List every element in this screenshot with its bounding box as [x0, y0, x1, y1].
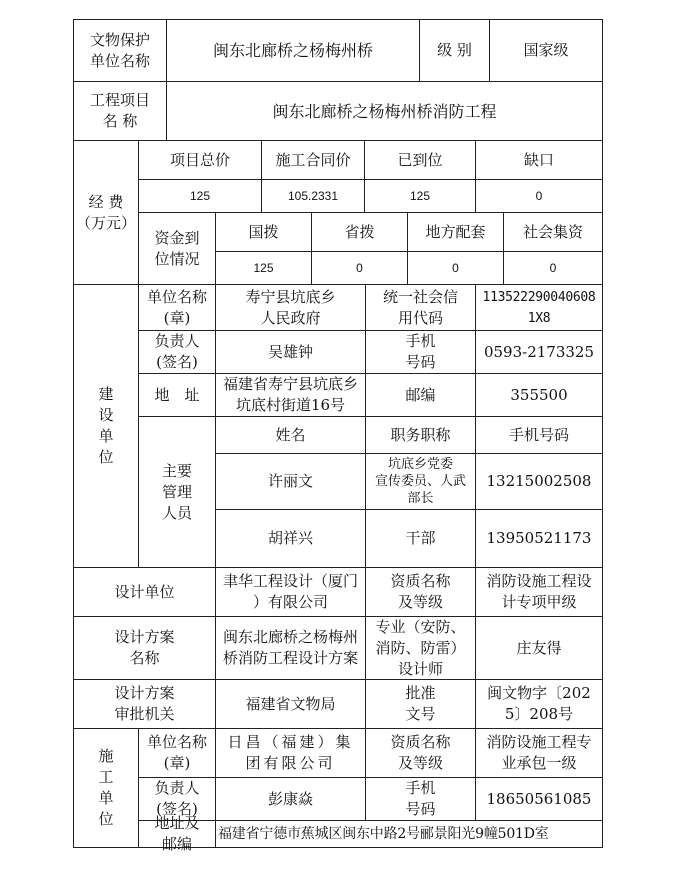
builder-address-label: 地 址 — [138, 373, 216, 417]
level-label: 级 别 — [419, 19, 490, 82]
manager-phone: 13950521173 — [475, 509, 603, 568]
construction-qual-value: 消防设施工程专 业承包一级 — [475, 728, 603, 778]
construction-head-label: 负责人 (签名) — [138, 777, 216, 821]
contract-price-header: 施工合同价 — [261, 140, 365, 180]
builder-address: 福建省寿宁县坑底乡 坑底村街道16号 — [215, 373, 366, 417]
design-unit-name: 聿华工程设计（厦门 ）有限公司 — [215, 567, 366, 617]
funding-label: 经 费 （万元） — [73, 140, 139, 285]
design-scheme-label: 设计方案 名称 — [73, 616, 216, 680]
builder-head-label: 负责人 (签名) — [138, 330, 216, 374]
project-info-form — [73, 19, 603, 853]
builder-postcode: 355500 — [475, 373, 603, 417]
managers-title-header: 职务职称 — [365, 416, 476, 454]
credit-code-label: 统一社会信 用代码 — [365, 284, 476, 331]
social-value: 0 — [503, 251, 603, 285]
shortfall-header: 缺口 — [475, 140, 603, 180]
project-name: 闽东北廊桥之杨梅州桥消防工程 — [166, 81, 603, 141]
local-header: 地方配套 — [407, 212, 504, 252]
approval-org: 福建省文物局 — [215, 679, 366, 729]
design-scheme-name: 闽东北廊桥之杨梅州 桥消防工程设计方案 — [215, 616, 366, 680]
construction-unit-name-label: 单位名称 (章) — [138, 728, 216, 778]
managers-label: 主要 管理 人员 — [138, 416, 216, 568]
builder-unit-name: 寿宁县坑底乡 人民政府 — [215, 284, 366, 331]
construction-phone: 18650561085 — [475, 777, 603, 821]
national-header: 国拨 — [215, 212, 312, 252]
design-qual-value: 消防设施工程设 计专项甲级 — [475, 567, 603, 617]
manager-name: 胡祥兴 — [215, 509, 366, 568]
local-value: 0 — [407, 251, 504, 285]
approval-doc-label: 批准 文号 — [365, 679, 476, 729]
construction-head-name: 彭康焱 — [215, 777, 366, 821]
manager-phone: 13215002508 — [475, 453, 603, 510]
construction-address-label: 地址及 邮编 — [138, 820, 216, 848]
design-unit-label: 设计单位 — [73, 567, 216, 617]
provincial-value: 0 — [311, 251, 408, 285]
builder-phone-label: 手机 号码 — [365, 330, 476, 374]
approval-doc-no: 闽文物字〔202 5〕208号 — [475, 679, 603, 729]
builder-head-name: 吴雄钟 — [215, 330, 366, 374]
provincial-header: 省拨 — [311, 212, 408, 252]
protected-unit-name: 闽东北廊桥之杨梅州桥 — [166, 19, 420, 82]
design-qual-label: 资质名称 及等级 — [365, 567, 476, 617]
received-header: 已到位 — [364, 140, 476, 180]
designer-name: 庄友得 — [475, 616, 603, 680]
national-value: 125 — [215, 251, 312, 285]
construction-phone-label: 手机 号码 — [365, 777, 476, 821]
builder-postcode-label: 邮编 — [365, 373, 476, 417]
social-header: 社会集资 — [503, 212, 603, 252]
construction-address: 福建省宁德市蕉城区闽东中路2号郦景阳光9幢501D室 — [215, 820, 603, 848]
credit-code: 113522290040608 1X8 — [475, 284, 603, 331]
designer-label: 专业（安防、 消防、防雷） 设计师 — [365, 616, 476, 680]
construction-qual-label: 资质名称 及等级 — [365, 728, 476, 778]
manager-title: 干部 — [365, 509, 476, 568]
managers-phone-header: 手机号码 — [475, 416, 603, 454]
approval-org-label: 设计方案 审批机关 — [73, 679, 216, 729]
shortfall-value: 0 — [475, 179, 603, 213]
builder-phone: 0593-2173325 — [475, 330, 603, 374]
manager-name: 许丽文 — [215, 453, 366, 510]
total-price-value: 125 — [138, 179, 262, 213]
protected-unit-label: 文物保护 单位名称 — [73, 19, 167, 82]
builder-unit-name-label: 单位名称 (章) — [138, 284, 216, 331]
total-price-header: 项目总价 — [138, 140, 262, 180]
project-name-label: 工程项目 名 称 — [73, 81, 167, 141]
managers-name-header: 姓名 — [215, 416, 366, 454]
manager-title: 坑底乡党委 宣传委员、人武 部长 — [365, 453, 476, 510]
received-value: 125 — [364, 179, 476, 213]
level-value: 国家级 — [489, 19, 603, 82]
construction-label: 施 工 单 位 — [73, 728, 139, 848]
contract-price-value: 105.2331 — [261, 179, 365, 213]
allocation-label: 资金到 位情况 — [138, 212, 216, 285]
construction-unit-name: 日昌（福建）集 团有限公司 — [215, 728, 366, 778]
builder-label: 建 设 单 位 — [73, 284, 139, 568]
